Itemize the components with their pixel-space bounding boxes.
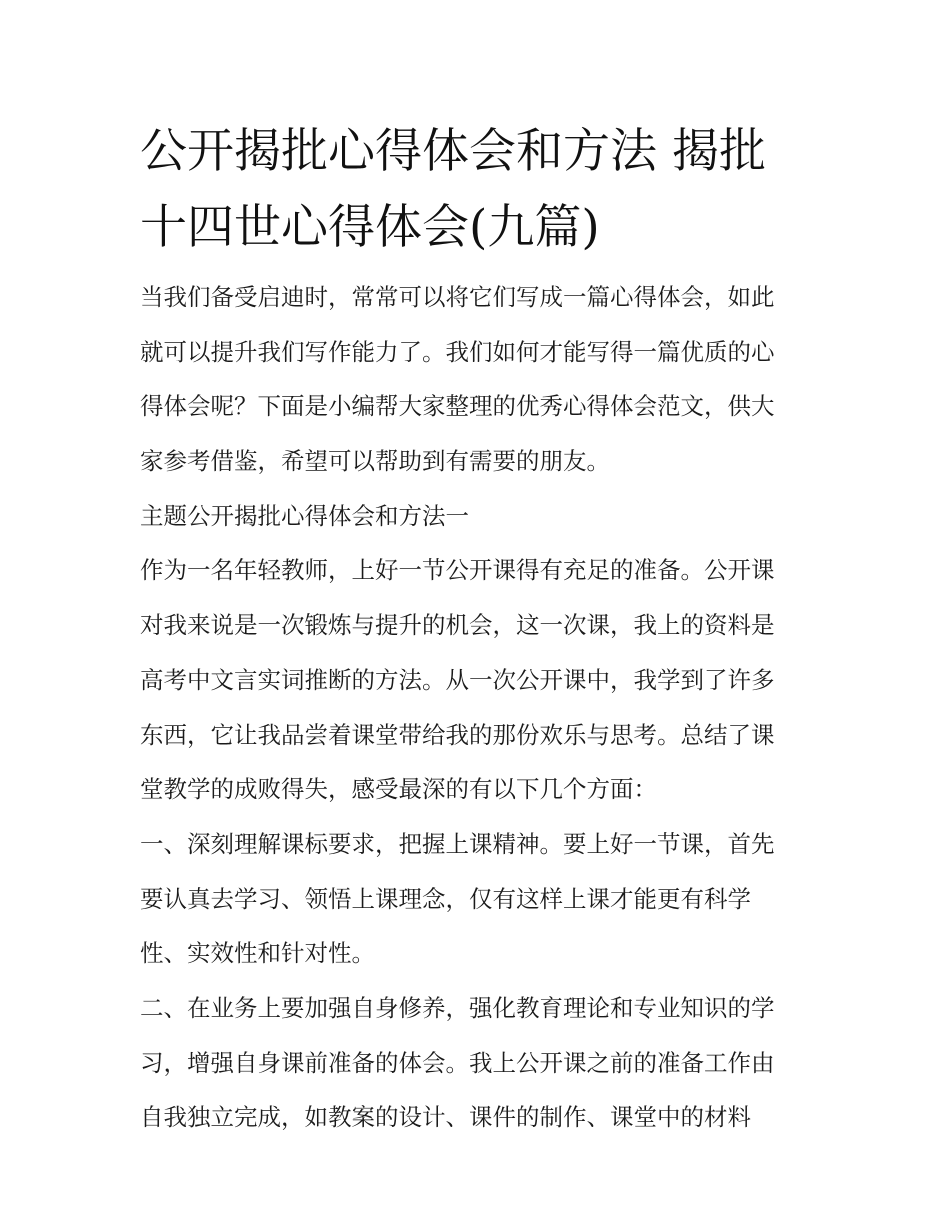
intro-line: 家参考借鉴，希望可以帮助到有需要的朋友。 — [140, 447, 610, 476]
paragraph-line: 作为一名年轻教师，上好一节公开课得有充足的准备。公开课 — [140, 556, 775, 585]
point-one-line: 要认真去学习、领悟上课理念，仅有这样上课才能更有科学 — [140, 884, 751, 913]
document-title — [140, 114, 820, 266]
point-one-line: 性、实效性和针对性。 — [140, 939, 375, 968]
intro-line: 得体会呢？下面是小编帮大家整理的优秀心得体会范文，供大 — [140, 392, 775, 421]
document-body — [140, 270, 820, 1145]
title-line-1: 公开揭批心得体会和方法 揭批 — [140, 124, 766, 179]
paragraph-line: 对我来说是一次锻炼与提升的机会，这一次课，我上的资料是 — [140, 611, 775, 640]
point-two-line: 二、在业务上要加强自身修养，强化教育理论和专业知识的学 — [140, 993, 775, 1022]
point-two-line: 自我独立完成，如教案的设计、课件的制作、课堂中的材料 — [140, 1103, 751, 1132]
intro-line: 当我们备受启迪时，常常可以将它们写成一篇心得体会，如此 — [140, 283, 775, 311]
section-heading: 主题公开揭批心得体会和方法一 — [140, 501, 469, 530]
point-one-line: 一、深刻理解课标要求，把握上课精神。要上好一节课，首先 — [140, 829, 775, 858]
paragraph-line: 东西，它让我品尝着课堂带给我的那份欢乐与思考。总结了课 — [140, 720, 775, 749]
intro-line: 就可以提升我们写作能力了。我们如何才能写得一篇优质的心 — [140, 337, 775, 366]
point-two-line: 习，增强自身课前准备的体会。我上公开课之前的准备工作由 — [140, 1048, 775, 1077]
title-line-2: 十四世心得体会(九篇) — [140, 200, 600, 255]
paragraph-line: 高考中文言实词推断的方法。从一次公开课中，我学到了许多 — [140, 665, 775, 694]
paragraph-line: 堂教学的成败得失，感受最深的有以下几个方面： — [140, 775, 657, 804]
